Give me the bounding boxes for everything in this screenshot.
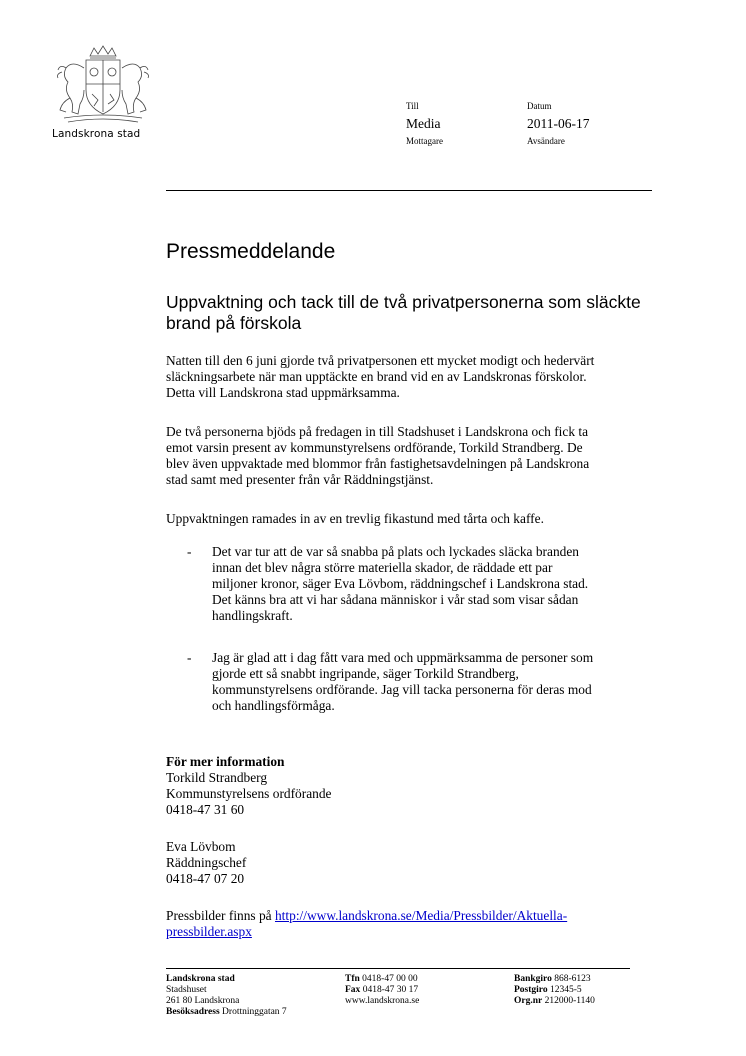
datum-sublabel: Avsändare: [527, 136, 565, 146]
quote-1-dash: -: [187, 544, 192, 559]
footer-postgiro-value: 12345-5: [549, 985, 582, 995]
quote-2: Jag är glad att i dag fått vara med och uppmärksamma de personer som gjorde ett så snabbt ingripande, säger Torkild Strandberg, kommunstyrelsens ordförande. Jag vill tacka personerna för deras mod och handlingsförmåga.: [212, 650, 594, 713]
footer-fax-value: 0418-47 30 17: [362, 985, 419, 995]
press-prefix: Pressbilder finns på: [166, 908, 275, 923]
datum-label: Datum: [527, 101, 552, 111]
quote-1: Det var tur att de var så snabba på plats och lyckades släcka branden innan det blev några större materiella skador, de räddade ett par miljoner kronor, säger Eva Lövbom, räddningschef i Landskrona stad. Det känns bra att vi har sådana människor i vår stad som visar sådan handlingskraft.: [212, 544, 589, 623]
paragraph-2: De två personerna bjöds på fredagen in till Stadshuset i Landskrona och fick ta emot varsin present av kommunstyrelsens ordförande, Torkild Strandberg. De blev även uppvaktade med blommor från fastighetsavdelningen på Landskrona stad samt med presenter från vår Räddningstjänst.: [166, 424, 590, 487]
page-subtitle: Uppvaktning och tack till de två privatpersonerna som släckte brand på förskola: [166, 292, 641, 333]
paragraph-1: Natten till den 6 juni gjorde två privatpersonen ett mycket modigt och hedervärt släckningsarbete när man upptäckte en brand vid en av Landskronas förskolor. Detta vill Landskrona stad uppmärksamma.: [166, 353, 595, 400]
header-divider: [166, 190, 652, 191]
contact-heading: För mer information: [166, 754, 285, 769]
footer-address: [166, 974, 287, 1018]
footer-bank: [514, 974, 595, 1007]
press-link-line-1: http://www.landskrona.se/Media/Pressbilder/Aktuella-: [274, 908, 568, 923]
press-link-line-2: pressbilder.aspx: [166, 924, 252, 939]
footer-tfn-value: 0418-47 00 00: [362, 974, 418, 984]
page-title: Pressmeddelande: [166, 240, 336, 263]
till-sublabel: Mottagare: [406, 136, 443, 146]
till-label: Till: [406, 101, 419, 111]
logo-text: Landskrona stad: [52, 128, 141, 140]
quote-2-dash: -: [187, 650, 192, 665]
contact-person-2: Eva Lövbom Räddningschef 0418-47 07 20: [166, 839, 247, 886]
footer-tfn-label: Tfn: [345, 974, 360, 984]
footer-orgnr-value: 212000-1140: [544, 996, 595, 1006]
press-images-line: [166, 908, 666, 940]
footer-postgiro-label: Postgiro: [514, 985, 548, 995]
footer-visit-value: Drottninggatan 7: [222, 1007, 287, 1017]
footer-phone: [345, 974, 419, 1007]
datum-value: 2011-06-17: [527, 116, 590, 131]
coat-of-arms-icon: [48, 42, 158, 128]
footer-divider: [166, 968, 630, 969]
till-value: Media: [406, 116, 441, 131]
paragraph-3: Uppvaktningen ramades in av en trevlig fikastund med tårta och kaffe.: [166, 511, 544, 526]
footer-bankgiro-label: Bankgiro: [514, 974, 552, 984]
coat-of-arms-logo: [48, 42, 158, 142]
footer-addr2: 261 80 Landskrona: [166, 996, 240, 1006]
footer-fax-label: Fax: [345, 985, 361, 995]
footer-org: Landskrona stad: [166, 974, 235, 984]
footer-orgnr-label: Org.nr: [514, 996, 543, 1006]
footer-bankgiro-value: 868-6123: [554, 974, 591, 984]
contact-person-1: Torkild Strandberg Kommunstyrelsens ordförande 0418-47 31 60: [166, 770, 332, 817]
footer-visit-label: Besöksadress: [166, 1007, 220, 1017]
footer-web: www.landskrona.se: [345, 996, 420, 1006]
footer-addr1: Stadshuset: [166, 985, 207, 995]
